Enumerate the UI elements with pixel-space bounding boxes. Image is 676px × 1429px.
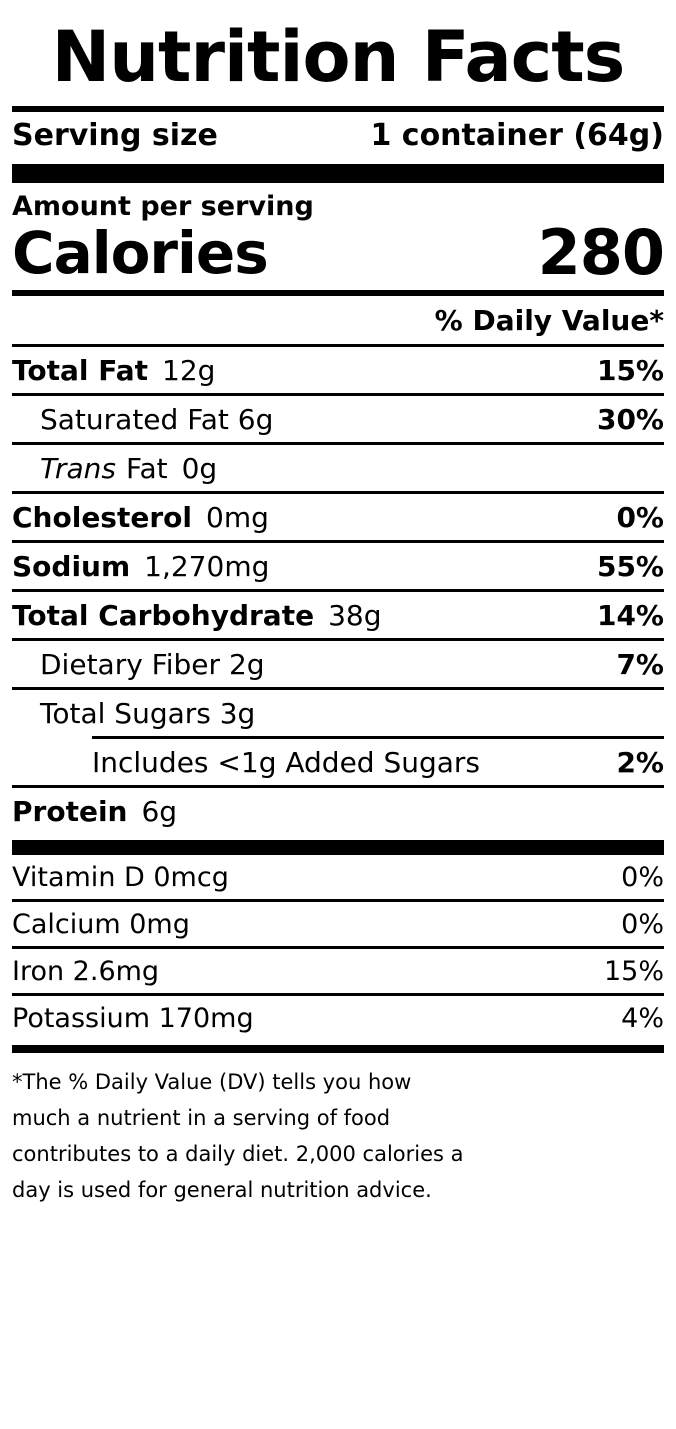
nutrient-dv: 0% (616, 501, 664, 534)
calories-value: 280 (537, 216, 664, 289)
serving-size-value: 1 container (64g) (370, 118, 664, 153)
nutrient-name: Dietary Fiber 2g (40, 648, 265, 681)
footnote-line: day is used for general nutrition advice. (12, 1177, 432, 1202)
footnote (12, 1053, 664, 1209)
nutrient-dv: 2% (616, 746, 664, 779)
nutrient-row-total-sugars (12, 690, 664, 736)
nutrient-dv: 15% (596, 354, 664, 387)
nutrient-name-italic: Trans (40, 452, 116, 485)
nutrient-amount: 12g (162, 354, 216, 387)
page-title: Nutrition Facts (51, 16, 625, 98)
amount-per-serving-label: Amount per serving (12, 191, 314, 222)
calories-row (12, 216, 664, 290)
vitamin-dv: 15% (603, 956, 664, 987)
nutrient-row-protein (12, 788, 664, 834)
vitamin-row-potassium (12, 996, 664, 1040)
divider-thick-1 (12, 164, 664, 183)
nutrient-amount: 38g (328, 599, 382, 632)
footnote-line: *The % Daily Value (DV) tells you how (12, 1070, 412, 1094)
nutrient-row-cholesterol (12, 494, 664, 540)
vitamin-row-iron (12, 949, 664, 993)
nutrient-row-total-fat (12, 347, 664, 393)
divider-footnote (12, 1045, 664, 1053)
nutrient-row-dietary-fiber (12, 641, 664, 687)
nutrient-name: Sodium (12, 550, 131, 583)
vitamin-name: Calcium 0mg (12, 909, 190, 940)
nutrient-amount: 0g (181, 452, 218, 485)
daily-value-header: % Daily Value* (434, 304, 664, 337)
nutrient-amount: 6g (141, 795, 178, 828)
serving-size-row (12, 112, 664, 160)
nutrient-row-sodium (12, 543, 664, 589)
nutrient-amount: 0mg (206, 501, 269, 534)
vitamin-dv: 0% (621, 909, 664, 940)
vitamin-name: Iron 2.6mg (12, 956, 160, 987)
vitamin-dv: 0% (621, 862, 664, 893)
nutrient-name: Saturated Fat 6g (40, 403, 274, 436)
nutrient-name: Protein (12, 795, 128, 828)
serving-size-label: Serving size (12, 118, 218, 153)
nutrient-row-added-sugars (12, 739, 664, 785)
calories-label: Calories (12, 219, 268, 288)
divider-thick-2 (12, 840, 664, 855)
nutrient-amount: 1,270mg (144, 550, 270, 583)
nutrient-name: Total Fat (12, 354, 149, 387)
nutrient-name: Includes <1g Added Sugars (92, 746, 481, 779)
nutrient-name: Total Carbohydrate (12, 599, 315, 632)
nutrient-dv: 30% (596, 403, 664, 436)
vitamin-dv: 4% (621, 1003, 664, 1034)
nutrient-name: Total Sugars 3g (40, 697, 256, 730)
nutrient-row-total-carbohydrate (12, 592, 664, 638)
footnote-line: much a nutrient in a serving of food (12, 1105, 391, 1130)
nutrient-dv: 55% (596, 550, 664, 583)
nutrient-row-saturated-fat (12, 396, 664, 442)
nutrient-dv: 14% (596, 599, 664, 632)
vitamin-row-vitamin-d (12, 855, 664, 899)
vitamin-name: Vitamin D 0mcg (12, 862, 229, 893)
nutrient-name: Cholesterol (12, 501, 192, 534)
nutrient-name-rest: Fat (125, 452, 168, 485)
nutrient-dv: 7% (616, 648, 664, 681)
footnote-line: contributes to a daily diet. 2,000 calories a (12, 1141, 464, 1166)
nutrient-row-trans-fat (12, 445, 664, 491)
vitamin-row-calcium (12, 902, 664, 946)
vitamin-name: Potassium 170mg (12, 1003, 254, 1034)
